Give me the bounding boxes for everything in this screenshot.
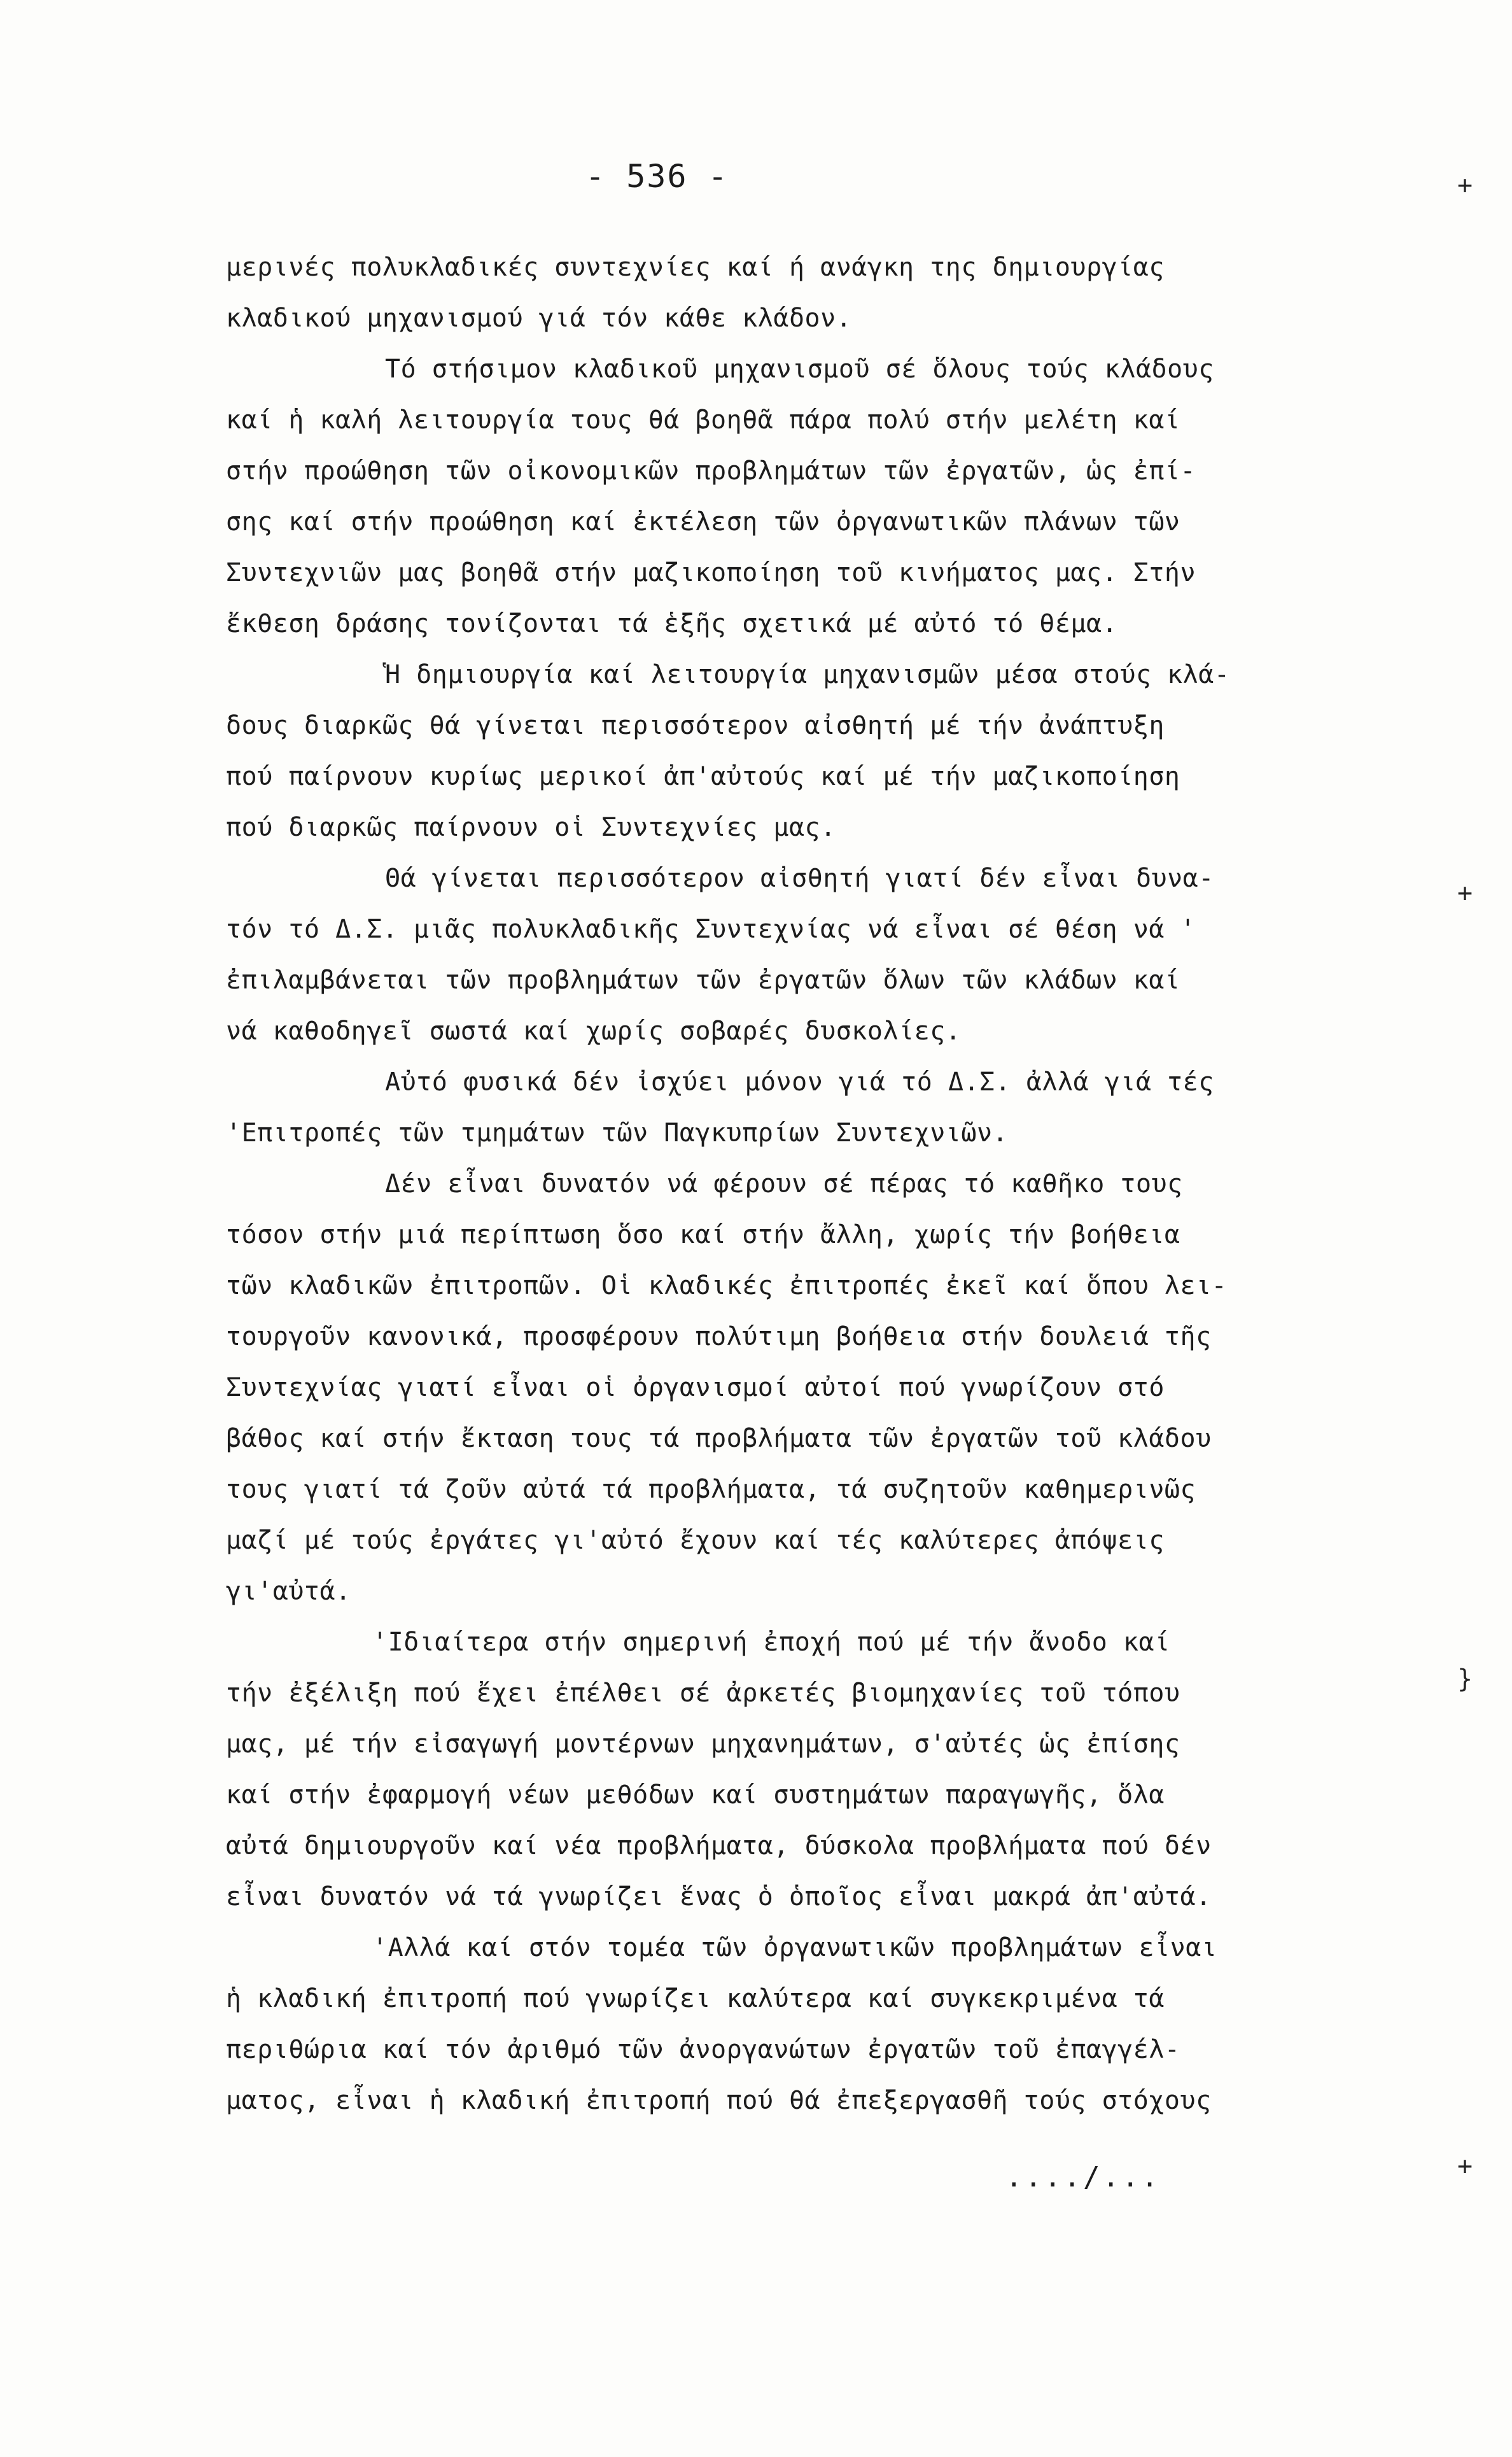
paragraph-start: Δέν εἶναι δυνατόν νά φέρουν σέ πέρας τό καθῆκο τους <box>385 1169 1183 1199</box>
paragraph-start: 'Ιδιαίτερα στήν σημερινή ἐποχή πού μέ τήν ἄνοδο καί <box>372 1628 1170 1657</box>
text-line: αὐτά δημιουργοῦν καί νέα προβλήματα, δύσκολα προβλήματα πού δέν <box>226 1831 1212 1861</box>
text-line: στήν προώθηση τῶν οἰκονομικῶν προβλημάτων τῶν ἐργατῶν, ὡς ἐπί- <box>226 456 1196 486</box>
text-line: δους διαρκῶς θά γίνεται περισσότερον αἰσθητή μέ τήν ἀνάπτυξη <box>226 711 1165 740</box>
text-line: τήν ἐξέλιξη πού ἔχει ἐπέλθει σέ ἀρκετές βιομηχανίες τοῦ τόπου <box>226 1679 1180 1708</box>
text-line: πού διαρκῶς παίρνουν οἱ Συντεχνίες μας. <box>226 813 836 842</box>
text-line: τόσον στήν μιά περίπτωση ὅσο καί στήν ἄλλη, χωρίς τήν βοήθεια <box>226 1220 1180 1250</box>
text-line: τους γιατί τά ζοῦν αὐτά τά προβλήματα, τά συζητοῦν καθημερινῶς <box>226 1475 1196 1504</box>
text-line: ἡ κλαδική ἐπιτροπή πού γνωρίζει καλύτερα καί συγκεκριμένα τά <box>226 1984 1165 2013</box>
text-line: μας, μέ τήν εἰσαγωγή μοντέρνων μηχανημάτων, σ'αὐτές ὡς ἐπίσης <box>226 1729 1180 1759</box>
text-line: μαζί μέ τούς ἐργάτες γι'αὐτό ἔχουν καί τές καλύτερες ἀπόψεις <box>226 1526 1165 1555</box>
text-line: νά καθοδηγεῖ σωστά καί χωρίς σοβαρές δυσκολίες. <box>226 1017 962 1046</box>
text-line: κλαδικού μηχανισμού γιά τόν κάθε κλάδον. <box>226 304 852 333</box>
continuation-mark: ..../... <box>1005 2161 1161 2193</box>
text-line: τουργοῦν κανονικά, προσφέρουν πολύτιμη βοήθεια στήν δουλειά τῆς <box>226 1322 1212 1351</box>
text-line: ματος, εἶναι ἡ κλαδική ἐπιτροπή πού θά ἐπεξεργασθῆ τούς στόχους <box>226 2086 1212 2115</box>
text-line: καί στήν ἐφαρμογή νέων μεθόδων καί συστημάτων παραγωγῆς, ὅλα <box>226 1780 1165 1810</box>
text-line: μερινές πολυκλαδικές συντεχνίες καί ή ανάγκη της δημιουργίας <box>226 253 1165 282</box>
paragraph-start: Αὐτό φυσικά δέν ἰσχύει μόνον γιά τό Δ.Σ. ἀλλά γιά τές <box>385 1067 1214 1097</box>
margin-mark: + <box>1457 2151 1473 2181</box>
text-line: εἶναι δυνατόν νά τά γνωρίζει ἕνας ὁ ὁποῖος εἶναι μακρά ἀπ'αὐτά. <box>226 1882 1212 1911</box>
text-line: ἔκθεση δράσης τονίζονται τά ἑξῆς σχετικά μέ αὐτό τό θέμα. <box>226 609 1118 638</box>
text-line: τῶν κλαδικῶν ἐπιτροπῶν. Οἱ κλαδικές ἐπιτροπές ἐκεῖ καί ὅπου λει- <box>226 1271 1228 1300</box>
text-line: γι'αὐτά. <box>226 1577 351 1606</box>
paragraph-start: Τό στήσιμον κλαδικοῦ μηχανισμοῦ σέ ὅλους τούς κλάδους <box>385 355 1214 384</box>
margin-mark: + <box>1457 171 1473 200</box>
text-line: Συντεχνιῶν μας βοηθᾶ στήν μαζικοποίηση τοῦ κινήματος μας. Στήν <box>226 558 1196 588</box>
text-line: περιθώρια καί τόν ἀριθμό τῶν ἀνοργανώτων ἐργατῶν τοῦ ἐπαγγέλ- <box>226 2035 1180 2064</box>
text-line: σης καί στήν προώθηση καί ἐκτέλεση τῶν ὀργανωτικῶν πλάνων τῶν <box>226 507 1180 537</box>
page-number: - 536 - <box>585 158 729 195</box>
body-text <box>226 242 1346 2126</box>
margin-mark: + <box>1457 878 1473 908</box>
text-line: ἐπιλαμβάνεται τῶν προβλημάτων τῶν ἐργατῶν ὅλων τῶν κλάδων καί <box>226 966 1180 995</box>
text-line: καί ἡ καλή λειτουργία τους θά βοηθᾶ πάρα πολύ στήν μελέτη καί <box>226 405 1180 435</box>
paragraph-start: Ἡ δημιουργία καί λειτουργία μηχανισμῶν μέσα στούς κλά- <box>385 660 1230 689</box>
margin-mark: } <box>1457 1665 1473 1694</box>
text-line: τόν τό Δ.Σ. μιᾶς πολυκλαδικῆς Συντεχνίας νά εἶναι σέ θέση νά ' <box>226 915 1196 944</box>
text-line: Συντεχνίας γιατί εἶναι οἱ ὀργανισμοί αὐτοί πού γνωρίζουν στό <box>226 1373 1165 1402</box>
text-line: πού παίρνουν κυρίως μερικοί ἀπ'αὐτούς καί μέ τήν μαζικοποίηση <box>226 762 1180 791</box>
paragraph-start: Θά γίνεται περισσότερον αἰσθητή γιατί δέν εἶναι δυνα- <box>385 864 1214 893</box>
paragraph-start: 'Αλλά καί στόν τομέα τῶν ὀργανωτικῶν προβλημάτων εἶναι <box>372 1933 1217 1962</box>
text-line: βάθος καί στήν ἔκταση τους τά προβλήματα τῶν ἐργατῶν τοῦ κλάδου <box>226 1424 1212 1453</box>
text-line: 'Επιτροπές τῶν τμημάτων τῶν Παγκυπρίων Συντεχνιῶν. <box>226 1118 1009 1148</box>
